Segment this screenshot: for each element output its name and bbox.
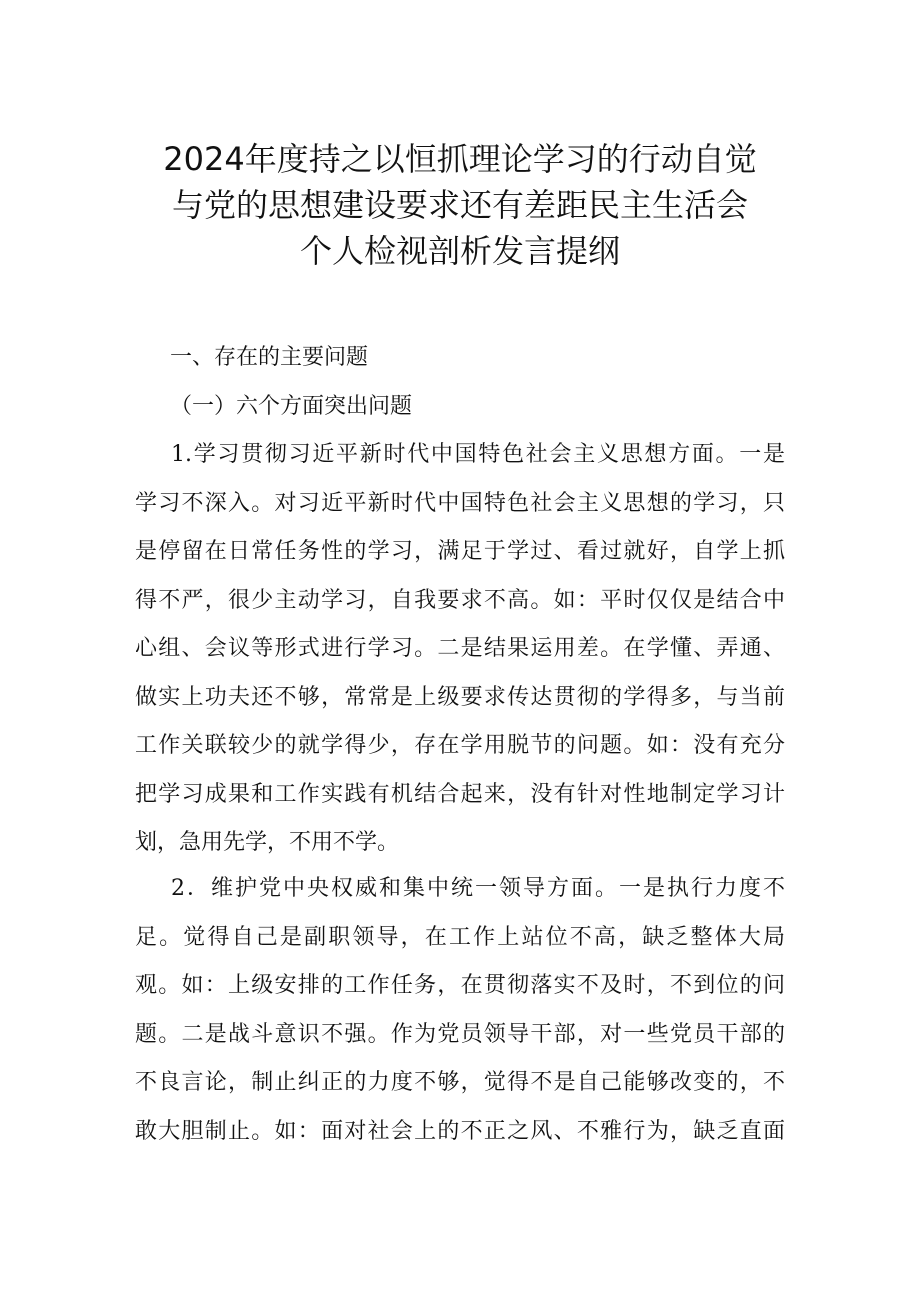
paragraph-line: 不良言论，制止纠正的力度不够，觉得不是自己能够改变的，不 <box>135 1070 785 1095</box>
title-line-2: 与党的思想建设要求还有差距民主生活会 <box>171 186 748 224</box>
paragraph-line: 工作关联较少的就学得少，存在学用脱节的问题。如：没有充分 <box>135 733 785 758</box>
paragraph-line: 观。如：上级安排的工作任务，在贯彻落实不及时，不到位的问 <box>135 973 785 998</box>
paragraph-2 <box>135 865 785 1156</box>
title-line-1: 2024年度持之以恒抓理论学习的行动自觉 <box>163 140 757 178</box>
paragraph-1 <box>135 431 785 868</box>
section-heading: 一、存在的主要问题 <box>170 345 369 370</box>
title-line-3: 个人检视剖析发言提纲 <box>299 232 620 270</box>
paragraph-line: 足。觉得自己是副职领导，在工作上站位不高，缺乏整体大局 <box>135 924 785 950</box>
paragraph-line: 把学习成果和工作实践有机结合起来，没有针对性地制定学习计 <box>135 781 785 807</box>
paragraph-line: 题。二是战斗意识不强。作为党员领导干部，对一些党员干部的 <box>135 1021 785 1047</box>
paragraph-line: 划，急用先学，不用不学。 <box>135 830 400 855</box>
paragraph-line: 学习不深入。对习近平新时代中国特色社会主义思想的学习，只 <box>135 490 785 516</box>
paragraph-line: 敢大胆制止。如：面对社会上的不正之风、不雅行为，缺乏直面 <box>135 1118 785 1144</box>
document-title <box>130 136 790 274</box>
paragraph-line: 是停留在日常任务性的学习，满足于学过、看过就好，自学上抓 <box>135 539 785 564</box>
paragraph-line: 2．维护党中央权威和集中统一领导方面。一是执行力度不 <box>171 876 785 901</box>
subsection-heading: （一）六个方面突出问题 <box>170 394 413 419</box>
paragraph-line: 1.学习贯彻习近平新时代中国特色社会主义思想方面。一是 <box>171 442 785 467</box>
paragraph-line: 心组、会议等形式进行学习。二是结果运用差。在学懂、弄通、 <box>135 636 785 661</box>
paragraph-line: 得不严，很少主动学习，自我要求不高。如：平时仅仅是结合中 <box>135 587 785 613</box>
paragraph-line: 做实上功夫还不够，常常是上级要求传达贯彻的学得多，与当前 <box>135 684 785 710</box>
